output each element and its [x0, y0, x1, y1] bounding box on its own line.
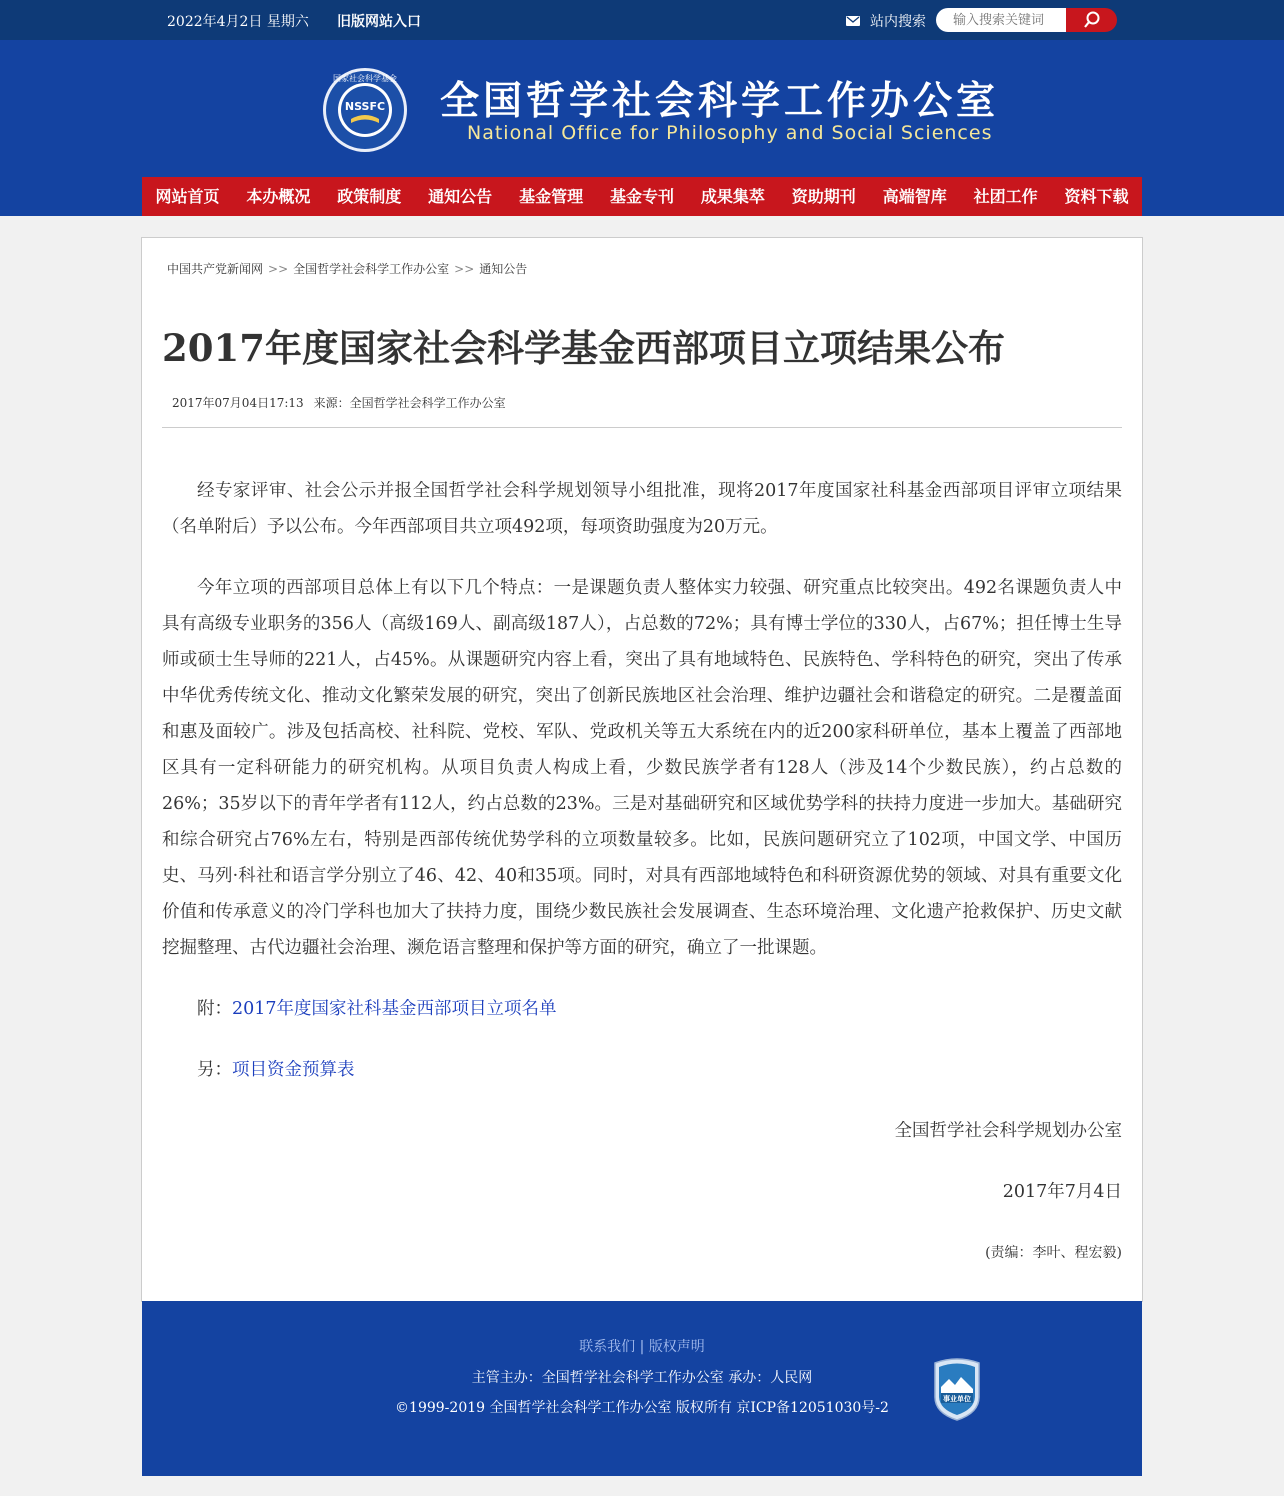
mail-icon — [846, 16, 860, 26]
sign-date: 2017年7月4日 — [1002, 1182, 1122, 1202]
extra-line — [162, 1052, 1122, 1088]
main-nav — [142, 177, 1142, 216]
signature: 全国哲学社会科学规划办公室 — [894, 1121, 1122, 1141]
breadcrumb-item-notices[interactable]: 通知公告 — [479, 262, 528, 276]
nav-item-fund-journal[interactable]: 基金专刊 — [609, 187, 674, 206]
site-search-label: 站内搜索 — [870, 14, 926, 30]
nav-item-think-tanks[interactable]: 高端智库 — [882, 187, 947, 206]
article-source: 来源：全国哲学社会科学工作办公室 — [313, 396, 506, 410]
extra-prefix: 另： — [197, 1060, 232, 1080]
nav-item-about[interactable]: 本办概况 — [246, 187, 311, 206]
article-card — [141, 237, 1143, 1302]
footer-links — [142, 1336, 1142, 1356]
article-body — [162, 473, 1122, 1296]
search-button[interactable] — [1066, 8, 1117, 32]
article-paragraph: 经专家评审、社会公示并报全国哲学社会科学规划领导小组批准，现将2017年度国家社科基金西部项目评审立项结果（名单附后）予以公布。今年西部项目共立项492项，每项资助强度为20万元。 — [162, 481, 1122, 537]
article-paragraph: 今年立项的西部项目总体上有以下几个特点：一是课题负责人整体实力较强、研究重点比较突出。492名课题负责人中具有高级专业职务的356人（高级169人、副高级187人），占总数的72%；具有博士学位的330人，占67%；担任博士生导师或硕士生导师的221人，占45%。从课题研究内容上看，突出了具有地域特色、民族特色、学科特色的研究，突出了传承中华优秀传统文化、推动文化繁荣发展的研究，突出了创新民族地区社会治理、维护边疆社会和谐稳定的研究。二是覆盖面和惠及面较广。涉及包括高校、社科院、党校、军队、党政机关等五大系统在内的近200家科研单位，基本上覆盖了西部地区具有一定科研能力的研究机构。从项目负责人构成上看，少数民族学者有128人（涉及14个少数民族），约占总数的26%；35岁以下的青年学者有112人，约占总数的23%。三是对基础研究和区域优势学科的扶持力度进一步加大。基础研究和综合研究占76%左右，特别是西部传统优势学科的立项数量较多。比如，民族问题研究立了102项，中国文学、中国历史、马列·科社和语言学分别立了46、42、40和35项。同时，对具有西部地域特色和科研资源优势的领域、对具有重要文化价值和传承意义的冷门学科也加大了扶持力度，围绕少数民族社会发展调查、生态环境治理、文化遗产抢救保护、历史文献挖掘整理、古代边疆社会治理、濒危语言整理和保护等方面的研究，确立了一批课题。 — [162, 578, 1122, 958]
nav-item-policy[interactable]: 政策制度 — [337, 187, 402, 206]
editor-credit: (责编：李叶、程宏毅) — [985, 1245, 1122, 1261]
search-icon — [1066, 8, 1117, 32]
nav-item-funded-journals[interactable]: 资助期刊 — [791, 187, 856, 206]
current-date: 2022年4月2日 星期六 — [167, 14, 309, 30]
svg-text:国家社会科学基金: 国家社会科学基金 — [333, 74, 397, 83]
nav-item-associations[interactable]: 社团工作 — [973, 187, 1038, 206]
svg-text:事业单位: 事业单位 — [943, 1395, 971, 1403]
divider — [162, 427, 1122, 428]
svg-text:NSSFC: NSSFC — [344, 100, 386, 113]
nav-item-achievements[interactable]: 成果集萃 — [700, 187, 765, 206]
article-datetime: 2017年07月04日17:13 — [172, 396, 304, 410]
attachment-link[interactable]: 2017年度国家社科基金西部项目立项名单 — [232, 999, 557, 1019]
nav-item-downloads[interactable]: 资料下载 — [1064, 187, 1129, 206]
budget-link[interactable]: 项目资金预算表 — [232, 1060, 355, 1080]
copyright-statement-link[interactable]: 版权声明 — [648, 1339, 705, 1355]
site-footer — [142, 1301, 1142, 1476]
article-meta — [172, 394, 506, 411]
search-input[interactable] — [936, 8, 1068, 32]
nav-item-fund-management[interactable]: 基金管理 — [519, 187, 584, 206]
host-line: 主管主办：全国哲学社会科学工作办公室 承办：人民网 — [471, 1370, 813, 1386]
breadcrumb-separator: >> — [268, 262, 289, 276]
breadcrumb-item-people-party[interactable]: 中国共产党新闻网 — [167, 262, 264, 276]
public-institution-badge[interactable] — [931, 1357, 983, 1421]
old-site-link[interactable]: 旧版网站入口 — [337, 14, 421, 30]
footer-divider: | — [639, 1339, 645, 1355]
site-title: 全国哲学社会科学工作办公室 — [440, 78, 1000, 124]
nav-item-home[interactable]: 网站首页 — [155, 187, 220, 206]
site-subtitle: National Office for Philosophy and Social Sciences — [467, 122, 993, 144]
breadcrumb-separator: >> — [454, 262, 475, 276]
top-utility-bar — [0, 0, 1284, 40]
breadcrumb-item-office[interactable]: 全国哲学社会科学工作办公室 — [293, 262, 450, 276]
attachment-line — [162, 991, 1122, 1027]
breadcrumb — [167, 260, 527, 277]
nssfc-logo[interactable] — [322, 67, 408, 153]
site-header — [0, 40, 1284, 216]
contact-link[interactable]: 联系我们 — [579, 1339, 636, 1355]
copyright-line: ©1999-2019 全国哲学社会科学工作办公室 版权所有 京ICP备12051030号-2 — [395, 1400, 889, 1416]
article-title: 2017年度国家社会科学基金西部项目立项结果公布 — [162, 326, 1005, 370]
nav-item-notices[interactable]: 通知公告 — [428, 187, 493, 206]
attachment-prefix: 附： — [197, 999, 232, 1019]
